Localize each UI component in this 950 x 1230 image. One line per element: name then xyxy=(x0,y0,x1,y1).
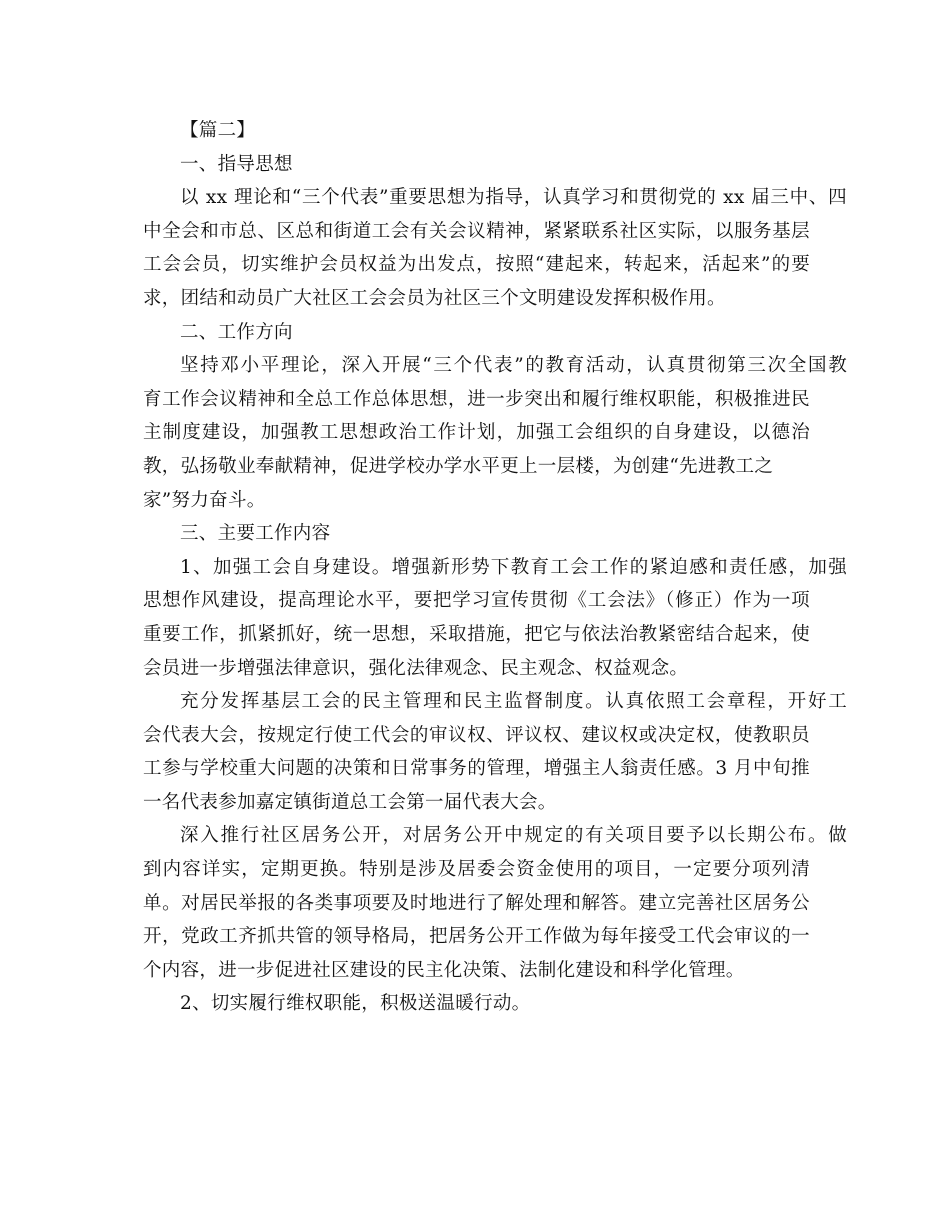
section-title: 【篇二】 xyxy=(180,120,256,141)
paragraph-line: 到内容详实，定期更换。特别是涉及居委会资金使用的项目，一定要分项列清 xyxy=(143,859,810,881)
paragraph-line: 深入推行社区居务公开，对居务公开中规定的有关项目要予以长期公布。做 xyxy=(180,825,847,847)
paragraph-line: 单。对居民举报的各类事项要及时地进行了解处理和解答。建立完善社区居务公 xyxy=(143,892,810,914)
heading-guiding-ideology: 一、指导思想 xyxy=(180,153,293,175)
paragraph-line: 思想作风建设，提高理论水平，要把学习宣传贯彻《工会法》（修正）作为一项 xyxy=(143,590,810,612)
heading-main-work-content: 三、主要工作内容 xyxy=(180,523,331,545)
paragraph-line: 求，团结和动员广大社区工会会员为社区三个文明建设发挥积极作用。 xyxy=(143,287,726,309)
paragraph-line: 以 xx 理论和“三个代表”重要思想为指导，认真学习和贯彻党的 xx 届三中、四 xyxy=(180,187,847,209)
paragraph-line: 家”努力奋斗。 xyxy=(143,489,266,511)
paragraph-line: 育工作会议精神和全总工作总体思想，进一步突出和履行维权职能，积极推进民 xyxy=(143,388,810,410)
paragraph-line: 一名代表参加嘉定镇街道总工会第一届代表大会。 xyxy=(143,791,557,813)
paragraph-line: 1、加强工会自身建设。增强新形势下教育工会工作的紧迫感和责任感，加强 xyxy=(180,556,847,578)
paragraph-line: 主制度建设，加强教工思想政治工作计划，加强工会组织的自身建设，以德治 xyxy=(143,422,810,444)
paragraph-line: 个内容，进一步促进社区建设的民主化决策、法制化建设和科学化管理。 xyxy=(143,959,745,981)
heading-work-direction: 二、工作方向 xyxy=(180,321,293,343)
paragraph-line: 教，弘扬敬业奉献精神，促进学校办学水平更上一层楼，为创建“先进教工之 xyxy=(143,455,774,477)
document-body xyxy=(143,114,847,1021)
paragraph-line: 工会会员，切实维护会员权益为出发点，按照“建起来，转起来，活起来”的要 xyxy=(143,254,810,276)
paragraph-line: 2、切实履行维权职能，积极送温暖行动。 xyxy=(180,993,531,1015)
paragraph-line: 开，党政工齐抓共管的领导格局，把居务公开工作做为每年接受工代会审议的一 xyxy=(143,926,810,948)
paragraph-line: 坚持邓小平理论，深入开展“三个代表”的教育活动，认真贯彻第三次全国教 xyxy=(180,355,847,377)
paragraph-line: 会员进一步增强法律意识，强化法律观念、民主观念、权益观念。 xyxy=(143,657,689,679)
paragraph-line: 工参与学校重大问题的决策和日常事务的管理，增强主人翁责任感。3 月中旬推 xyxy=(143,758,810,780)
paragraph-line: 会代表大会，按规定行使工代会的审议权、评议权、建议权或决定权，使教职员 xyxy=(143,724,810,746)
paragraph-line: 重要工作，抓紧抓好，统一思想，采取措施，把它与依法治教紧密结合起来，使 xyxy=(143,623,810,645)
paragraph-line: 中全会和市总、区总和街道工会有关会议精神，紧紧联系社区实际，以服务基层 xyxy=(143,220,810,242)
paragraph-line: 充分发挥基层工会的民主管理和民主监督制度。认真依照工会章程，开好工 xyxy=(180,691,847,713)
